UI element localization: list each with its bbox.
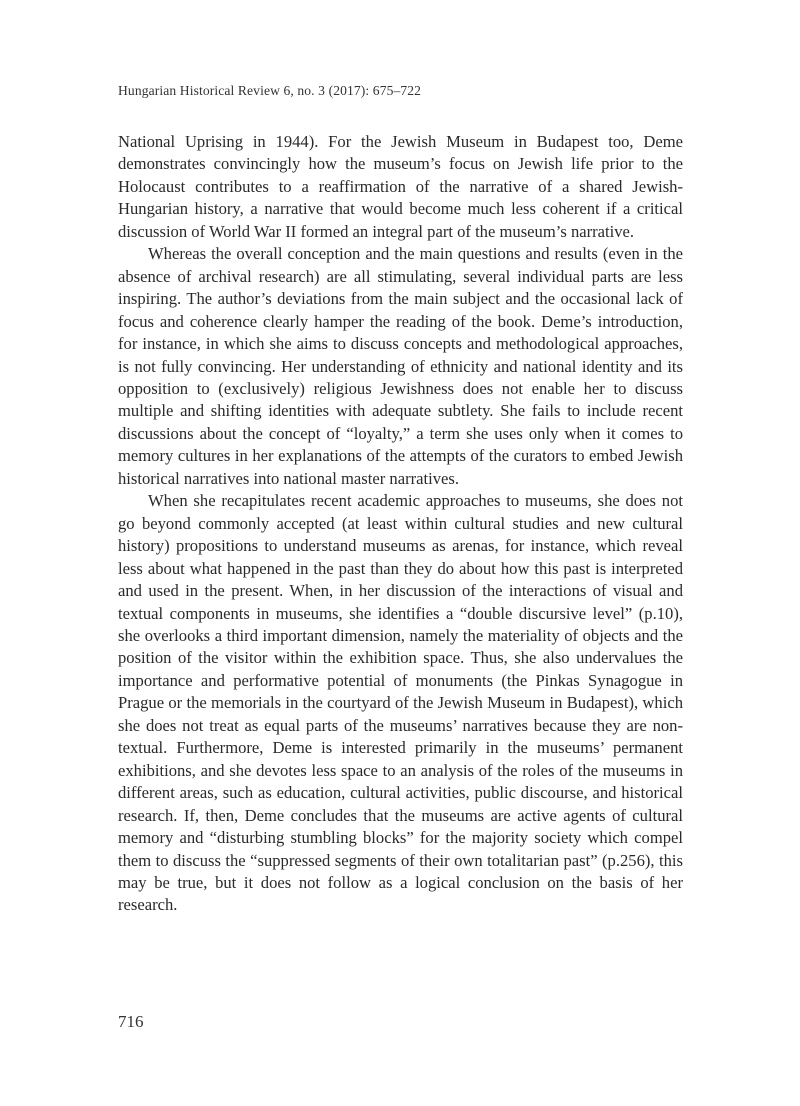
page-number: 716 xyxy=(118,1012,144,1031)
paragraph-continuation: National Uprising in 1944). For the Jewish Museum in Budapest too, Deme demonstrates convincingly how the museum’s focus on Jewish life prior to the Holocaust contributes to a reaffirmation of the narrative of a shared Jewish-Hungarian history, a narrative that would become much less coherent if a critical discussion of World War II formed an integral part of the museum’s narrative. xyxy=(118,132,683,241)
running-head: Hungarian Historical Review 6, no. 3 (2017): 675–722 xyxy=(118,83,422,98)
article-body xyxy=(118,131,683,917)
paragraph-critique: Whereas the overall conception and the main questions and results (even in the absence of archival research) are all stimulating, several individual parts are less inspiring. The author’s deviations from the main subject and the occasional lack of focus and coherence clearly hamper the reading of the book. Deme’s introduction, for instance, in which she aims to discuss concepts and methodological approaches, is not fully convincing. Her understanding of ethnicity and national identity and its opposition to (exclusively) religious Jewishness does not enable her to discuss multiple and shifting identities with adequate subtlety. She fails to include recent discussions about the concept of “loyalty,” a term she uses only when it comes to memory cultures in her explanations of the attempts of the curators to embed Jewish historical narratives into national master narratives. xyxy=(118,244,683,488)
paragraph-approaches: When she recapitulates recent academic approaches to museums, she does not go beyond commonly accepted (at least within cultural studies and new cultural history) propositions to understand museums as arenas, for instance, which reveal less about what happened in the past than they do about how this past is interpreted and used in the present. When, in her discussion of the interactions of visual and textual components in museums, she identifies a “double discursive level” (p.10), she overlooks a third important dimension, namely the materiality of objects and the position of the visitor within the exhibition space. Thus, she also undervalues the importance and performative potential of monuments (the Pinkas Synagogue in Prague or the memorials in the courtyard of the Jewish Museum in Budapest), which she does not treat as equal parts of the museums’ narratives because they are non-textual. Furthermore, Deme is interested primarily in the museums’ permanent exhibitions, and she devotes less space to an analysis of the roles of the museums in different areas, such as education, cultural activities, public discourse, and historical research. If, then, Deme concludes that the museums are active agents of cultural memory and “disturbing stumbling blocks” for the majority society which compel them to discuss the “suppressed segments of their own totalitarian past” (p.256), this may be true, but it does not follow as a logical conclusion on the basis of her research. xyxy=(118,491,683,915)
